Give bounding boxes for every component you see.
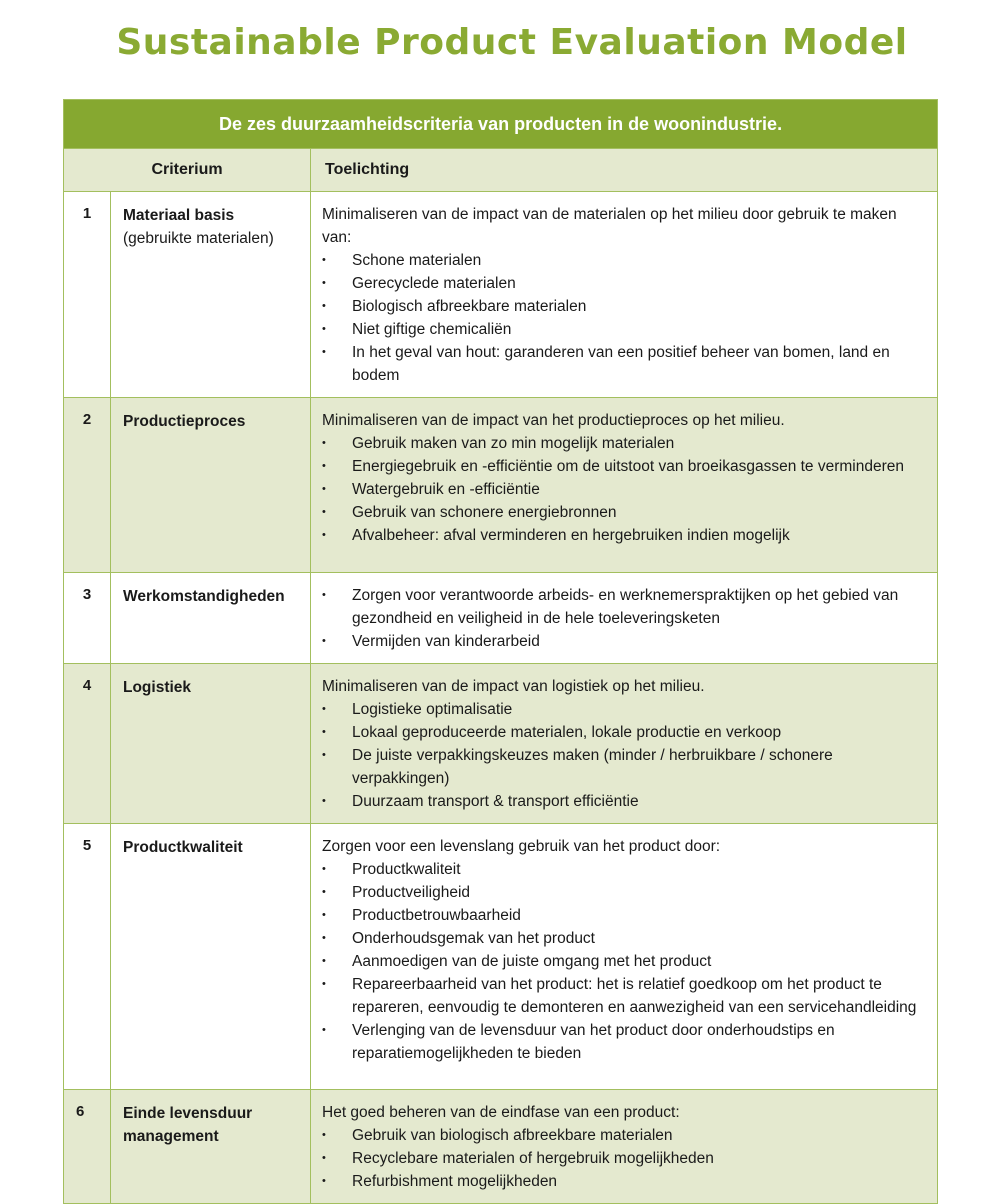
bullet-icon: • — [322, 460, 326, 472]
bullet-icon: • — [322, 932, 326, 944]
bullet-icon: • — [322, 529, 326, 541]
list-item — [322, 1019, 925, 1065]
list-item — [322, 478, 925, 501]
bullet-icon: • — [322, 955, 326, 967]
bullet-text: Gerecyclede materialen — [352, 275, 516, 292]
criterion-name-cell — [111, 192, 311, 398]
list-item — [322, 318, 925, 341]
table-row — [64, 1090, 938, 1204]
list-item — [322, 501, 925, 524]
bullet-icon: • — [322, 635, 326, 647]
bullet-text: Aanmoedigen van de juiste omgang met het product — [352, 953, 712, 970]
criterion-description — [311, 1090, 938, 1204]
bullet-icon: • — [322, 254, 326, 266]
bullet-icon: • — [322, 978, 326, 990]
criterion-number: 1 — [64, 192, 111, 398]
bullet-icon: • — [322, 726, 326, 738]
bullet-list — [322, 1124, 925, 1193]
bullet-text: Niet giftige chemicaliën — [352, 321, 512, 338]
bullet-text: Duurzaam transport & transport efficiëntie — [352, 793, 639, 810]
list-item — [322, 524, 925, 547]
bullet-icon: • — [322, 909, 326, 921]
bullet-icon: • — [322, 589, 326, 601]
bullet-icon: • — [322, 1175, 326, 1187]
table-banner: De zes duurzaamheidscriteria van producten in de woonindustrie. — [64, 100, 938, 149]
bullet-icon: • — [322, 1152, 326, 1164]
criterion-number: 3 — [64, 573, 111, 664]
description-intro: Minimaliseren van de impact van het productieproces op het milieu. — [322, 412, 785, 429]
bullet-icon: • — [322, 863, 326, 875]
bullet-text: Productkwaliteit — [352, 861, 461, 878]
bullet-text: Verlenging van de levensduur van het product door onderhoudstips en reparatiemogelijkheden te bieden — [352, 1022, 835, 1062]
list-item — [322, 721, 925, 744]
list-item — [322, 630, 925, 653]
bullet-text: Gebruik van schonere energiebronnen — [352, 504, 617, 521]
table-row — [64, 192, 938, 398]
bullet-list — [322, 584, 925, 653]
bullet-icon: • — [322, 703, 326, 715]
list-item — [322, 698, 925, 721]
list-item — [322, 249, 925, 272]
list-item — [322, 272, 925, 295]
bullet-list — [322, 858, 925, 1065]
bullet-text: Zorgen voor verantwoorde arbeids- en werknemerspraktijken op het gebied van gezondheid en veiligheid in de hele toeleveringsketen — [352, 587, 899, 627]
list-item — [322, 790, 925, 813]
bullet-icon: • — [322, 323, 326, 335]
criterion-number: 2 — [64, 398, 111, 573]
bullet-text: Energiegebruik en -efficiëntie om de uitstoot van broeikasgassen te verminderen — [352, 458, 905, 475]
list-item — [322, 927, 925, 950]
bullet-text: Lokaal geproduceerde materialen, lokale productie en verkoop — [352, 724, 782, 741]
list-item — [322, 744, 925, 790]
list-item — [322, 455, 925, 478]
criterion-description — [311, 192, 938, 398]
bullet-list — [322, 698, 925, 813]
bullet-text: Productbetrouwbaarheid — [352, 907, 521, 924]
bullet-text: Watergebruik en -efficiëntie — [352, 481, 540, 498]
criterion-name: Productieproces — [123, 413, 246, 430]
list-item — [322, 432, 925, 455]
bullet-text: Logistieke optimalisatie — [352, 701, 513, 718]
bullet-text: Schone materialen — [352, 252, 482, 269]
list-item — [322, 584, 925, 630]
bullet-text: Onderhoudsgemak van het product — [352, 930, 595, 947]
criterion-description — [311, 573, 938, 664]
criterion-name-cell — [111, 824, 311, 1090]
description-intro: Zorgen voor een levenslang gebruik van het product door: — [322, 838, 721, 855]
list-item — [322, 858, 925, 881]
bullet-icon: • — [322, 346, 326, 358]
bullet-icon: • — [322, 886, 326, 898]
list-item — [322, 1147, 925, 1170]
bullet-text: Afvalbeheer: afval verminderen en hergebruiken indien mogelijk — [352, 527, 790, 544]
header-toelichting: Toelichting — [311, 149, 938, 192]
bullet-text: Biologisch afbreekbare materialen — [352, 298, 587, 315]
criterion-description — [311, 664, 938, 824]
description-intro: Minimaliseren van de impact van logistiek op het milieu. — [322, 678, 705, 695]
table-row — [64, 824, 938, 1090]
criterion-name: Logistiek — [123, 679, 192, 696]
bullet-text: Gebruik van biologisch afbreekbare materialen — [352, 1127, 673, 1144]
bullet-icon: • — [322, 1129, 326, 1141]
list-item — [322, 973, 925, 1019]
table-row — [64, 398, 938, 573]
bullet-icon: • — [322, 749, 326, 761]
bullet-text: Recyclebare materialen of hergebruik mogelijkheden — [352, 1150, 714, 1167]
bullet-text: In het geval van hout: garanderen van een positief beheer van bomen, land en bodem — [352, 344, 890, 384]
bullet-icon: • — [322, 506, 326, 518]
bullet-text: Vermijden van kinderarbeid — [352, 633, 540, 650]
bullet-list — [322, 432, 925, 547]
criterion-name: Materiaal basis — [123, 207, 235, 224]
criterion-name-cell — [111, 573, 311, 664]
page-title: Sustainable Product Evaluation Model — [116, 22, 908, 63]
table-row — [64, 573, 938, 664]
bullet-text: Gebruik maken van zo min mogelijk materialen — [352, 435, 675, 452]
list-item — [322, 881, 925, 904]
criteria-table — [63, 99, 938, 1204]
list-item — [322, 295, 925, 318]
list-item — [322, 341, 925, 387]
criterion-name-cell — [111, 1090, 311, 1204]
description-intro: Minimaliseren van de impact van de materialen op het milieu door gebruik te maken van: — [322, 206, 897, 246]
bullet-text: De juiste verpakkingskeuzes maken (minder / herbruikbare / schonere verpakkingen) — [352, 747, 833, 787]
bullet-icon: • — [322, 277, 326, 289]
description-intro: Het goed beheren van de eindfase van een product: — [322, 1104, 680, 1121]
bullet-text: Refurbishment mogelijkheden — [352, 1173, 558, 1190]
bullet-icon: • — [322, 1024, 326, 1036]
bullet-text: Repareerbaarheid van het product: het is relatief goedkoop om het product te repareren, eenvoudig te demonteren en aanwezigheid van een servicehandleiding — [352, 976, 917, 1016]
header-criterium: Criterium — [64, 149, 311, 192]
criterion-number: 4 — [64, 664, 111, 824]
criterion-description — [311, 398, 938, 573]
criterion-number: 6 — [64, 1090, 111, 1204]
criterion-name: Productkwaliteit — [123, 839, 243, 856]
criterion-name-cell — [111, 398, 311, 573]
list-item — [322, 904, 925, 927]
table-row — [64, 664, 938, 824]
bullet-list — [322, 249, 925, 387]
criterion-number: 5 — [64, 824, 111, 1090]
bullet-icon: • — [322, 300, 326, 312]
criterion-name-cell — [111, 664, 311, 824]
criterion-description — [311, 824, 938, 1090]
criterion-name: Werkomstandigheden — [123, 588, 285, 605]
bullet-icon: • — [322, 795, 326, 807]
criterion-name: Einde levensduur management — [123, 1105, 253, 1145]
criterion-subtitle: (gebruikte materialen) — [123, 230, 274, 247]
list-item — [322, 1170, 925, 1193]
bullet-icon: • — [322, 483, 326, 495]
list-item — [322, 950, 925, 973]
bullet-text: Productveiligheid — [352, 884, 471, 901]
bullet-icon: • — [322, 437, 326, 449]
list-item — [322, 1124, 925, 1147]
